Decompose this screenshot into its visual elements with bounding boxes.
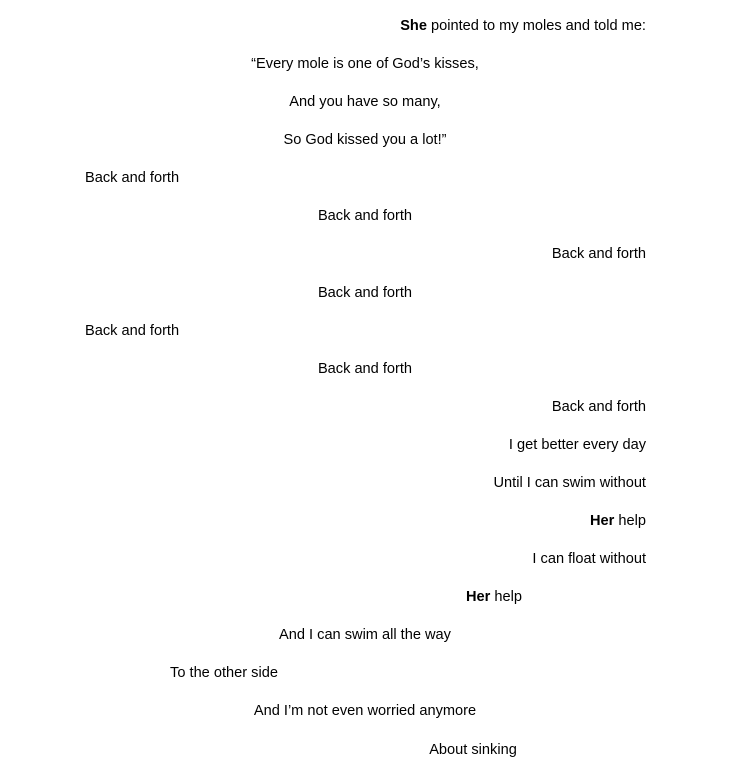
- poem-line-15: I can float without: [532, 551, 646, 567]
- poem-line-9: Back and forth: [85, 323, 180, 339]
- poem-line-10: Back and forth: [317, 361, 413, 377]
- poem-line-18: To the other side: [170, 665, 278, 681]
- poem-line-5: Back and forth: [85, 170, 180, 186]
- poem-line-1: [400, 17, 646, 35]
- poem-line-19: And I’m not even worried anymore: [253, 703, 477, 719]
- emphasis-her: Her: [590, 513, 615, 529]
- poem-line-7: Back and forth: [551, 246, 646, 262]
- poem-line-13: Until I can swim without: [493, 475, 646, 491]
- poem-line-8: Back and forth: [317, 285, 413, 301]
- poem-line-3: And you have so many,: [289, 94, 441, 110]
- emphasis-her: Her: [466, 589, 491, 605]
- poem-line-16-text: help: [490, 589, 522, 605]
- poem-line-14: [590, 512, 646, 530]
- emphasis-she: She: [400, 18, 427, 34]
- poem-line-11: Back and forth: [551, 399, 646, 415]
- poem-line-20: About sinking: [429, 742, 517, 758]
- poem-line-6: Back and forth: [317, 208, 413, 224]
- poem-line-2: “Every mole is one of God’s kisses,: [251, 56, 479, 72]
- poem-line-1-text: pointed to my moles and told me:: [426, 18, 646, 34]
- poem-line-12: I get better every day: [508, 437, 646, 453]
- poem-line-14-text: help: [614, 513, 646, 529]
- poem-line-17: And I can swim all the way: [279, 627, 451, 643]
- poem-line-4: So God kissed you a lot!”: [283, 132, 447, 148]
- poem-line-16: [466, 588, 522, 606]
